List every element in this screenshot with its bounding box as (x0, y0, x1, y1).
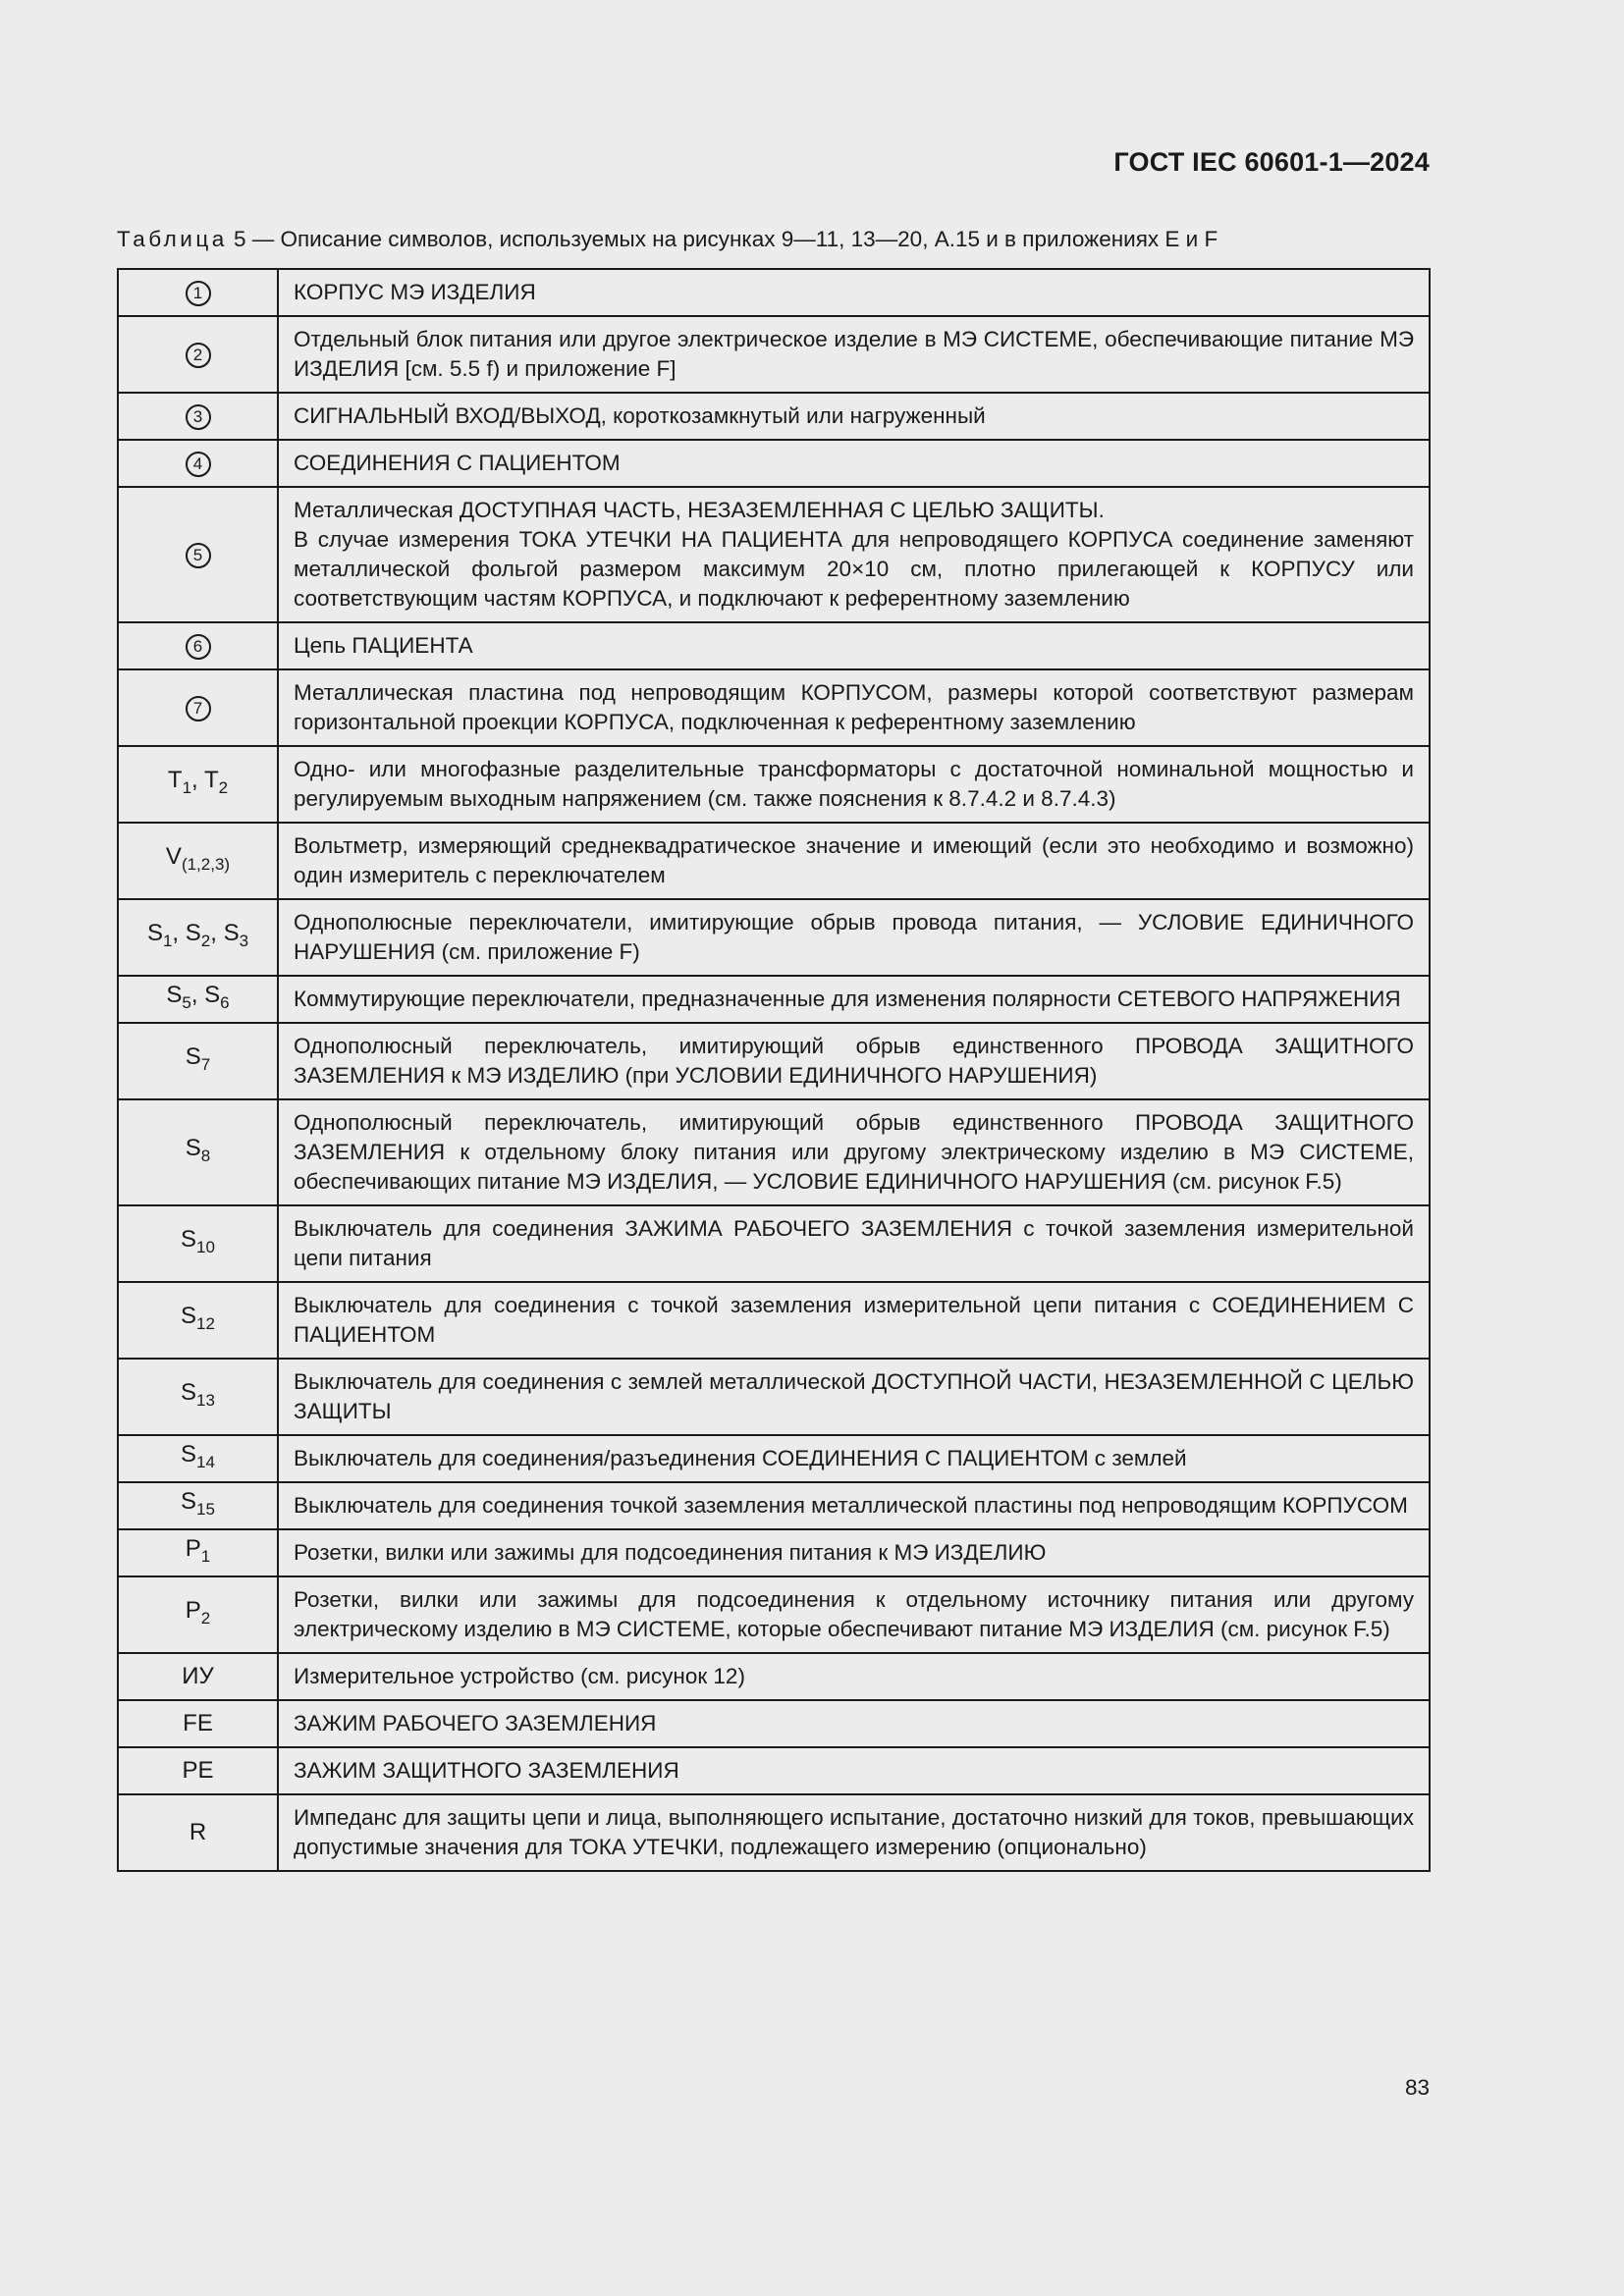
symbol-cell (118, 899, 278, 976)
description-cell (278, 393, 1430, 440)
table-row (118, 746, 1430, 823)
table-row (118, 976, 1430, 1023)
symbol-cell (118, 669, 278, 746)
symbol-subscript: 2 (218, 778, 229, 797)
description-text: КОРПУС МЭ ИЗДЕЛИЯ (294, 280, 536, 304)
description-text: Цепь ПАЦИЕНТА (294, 633, 473, 658)
symbol-cell (118, 1700, 278, 1747)
circled-number-icon: 2 (186, 343, 211, 368)
table-row (118, 1794, 1430, 1871)
symbol-subscript: 1 (182, 778, 192, 797)
description-text: Выключатель для соединения точкой заземления металлической пластины под непроводящим КОРПУСОМ (294, 1493, 1408, 1518)
symbol-label (181, 1379, 215, 1410)
table-row (118, 1099, 1430, 1205)
table-row (118, 622, 1430, 669)
description-cell (278, 1700, 1430, 1747)
symbol-cell (118, 440, 278, 487)
symbol-label (185, 1597, 211, 1628)
table-caption-text: 5 — Описание символов, используемых на рисунках 9—11, 13—20, А.15 и в приложениях Е и F (227, 227, 1218, 251)
symbol-label (181, 1303, 215, 1333)
description-cell (278, 1282, 1430, 1359)
description-cell (278, 899, 1430, 976)
description-text: Импеданс для защиты цепи и лица, выполняющего испытание, достаточно низкий для токов, превышающих допустимые значения для ТОКА УТЕЧКИ, подлежащего измерению (опционально) (294, 1805, 1414, 1859)
circled-number-icon: 7 (186, 696, 211, 721)
symbol-cell (118, 823, 278, 899)
table-row (118, 1282, 1430, 1359)
symbol-cell (118, 1099, 278, 1205)
symbol-subscript: 2 (200, 932, 211, 950)
description-cell (278, 316, 1430, 393)
description-text: СОЕДИНЕНИЯ С ПАЦИЕНТОМ (294, 451, 621, 475)
symbol-subscript: 5 (182, 993, 191, 1012)
table-caption (117, 227, 1433, 252)
table-row (118, 1023, 1430, 1099)
table-row (118, 1205, 1430, 1282)
symbol-cell (118, 487, 278, 622)
description-cell (278, 669, 1430, 746)
description-cell (278, 440, 1430, 487)
symbol-subscript: 8 (200, 1147, 211, 1165)
symbol-cell (118, 1282, 278, 1359)
description-text: ЗАЖИМ ЗАЩИТНОГО ЗАЗЕМЛЕНИЯ (294, 1758, 679, 1783)
table-row (118, 1529, 1430, 1576)
table-row (118, 316, 1430, 393)
symbol-subscript: 13 (196, 1391, 215, 1410)
description-cell (278, 1529, 1430, 1576)
description-cell (278, 1099, 1430, 1205)
symbol-cell (118, 316, 278, 393)
table-row (118, 1576, 1430, 1653)
symbol-base: P (185, 1597, 201, 1624)
symbol-cell (118, 1435, 278, 1482)
symbol-subscript: 7 (200, 1055, 211, 1074)
symbol-label (166, 982, 230, 1012)
symbol-subscript: 1 (200, 1547, 211, 1566)
description-cell (278, 487, 1430, 622)
symbol-cell (118, 622, 278, 669)
table-row (118, 1435, 1430, 1482)
symbol-base: S (166, 982, 183, 1008)
symbol-base: S (185, 1043, 201, 1070)
symbol-subscript: 10 (196, 1238, 215, 1256)
table-row (118, 899, 1430, 976)
description-text: Измерительное устройство (см. рисунок 12) (294, 1664, 745, 1688)
symbol-cell (118, 1359, 278, 1435)
circled-number-icon: 5 (186, 543, 211, 568)
symbol-cell (118, 1023, 278, 1099)
symbol-label (165, 843, 231, 874)
symbol-base: S (181, 1379, 197, 1406)
symbol-subscript: 3 (239, 932, 249, 950)
description-text: Металлическая ДОСТУПНАЯ ЧАСТЬ, НЕЗАЗЕМЛЕННАЯ С ЦЕЛЬЮ ЗАЩИТЫ. (294, 498, 1105, 522)
description-cell (278, 1023, 1430, 1099)
description-cell (278, 622, 1430, 669)
description-text: Розетки, вилки или зажимы для подсоединения питания к МЭ ИЗДЕЛИЮ (294, 1540, 1047, 1565)
symbol-cell (118, 1205, 278, 1282)
symbol-cell (118, 1747, 278, 1794)
table-row (118, 487, 1430, 622)
symbol-base: , S (172, 920, 201, 946)
symbol-subscript: (1,2,3) (181, 855, 231, 874)
description-text: Выключатель для соединения/разъединения СОЕДИНЕНИЯ С ПАЦИЕНТОМ с землей (294, 1446, 1187, 1470)
circled-number-icon: 3 (186, 404, 211, 430)
table-row (118, 1359, 1430, 1435)
symbol-base: S (181, 1441, 197, 1468)
document-header: ГОСТ IEC 60601-1—2024 (1113, 147, 1430, 177)
table-row (118, 1653, 1430, 1700)
symbol-base: , S (210, 920, 240, 946)
description-cell (278, 976, 1430, 1023)
symbol-label: ИУ (182, 1663, 214, 1689)
description-text: Однополюсный переключатель, имитирующий обрыв единственного ПРОВОДА ЗАЩИТНОГО ЗАЗЕМЛЕНИЯ к МЭ ИЗДЕЛИЮ (при УСЛОВИИ ЕДИНИЧНОГО НАРУШЕНИЯ) (294, 1034, 1414, 1088)
symbol-base: P (185, 1535, 201, 1562)
description-text: Вольтметр, измеряющий среднеквадратическое значение и имеющий (если это необходимо и возможно) один измеритель с переключателем (294, 833, 1414, 887)
description-cell (278, 269, 1430, 316)
symbol-cell (118, 1482, 278, 1529)
symbol-label (181, 1226, 215, 1256)
symbol-base: S (146, 920, 163, 946)
description-cell (278, 823, 1430, 899)
description-text: Выключатель для соединения с землей металлической ДОСТУПНОЙ ЧАСТИ, НЕЗАЗЕМЛЕННОЙ С ЦЕЛЬЮ ЗАЩИТЫ (294, 1369, 1414, 1423)
symbol-label (185, 1043, 211, 1074)
circled-number-icon: 6 (186, 634, 211, 660)
symbol-label (185, 1135, 211, 1165)
symbol-subscript: 15 (196, 1500, 215, 1519)
description-cell (278, 1435, 1430, 1482)
symbol-cell (118, 1529, 278, 1576)
symbol-base: V (165, 843, 182, 870)
page-number: 83 (1404, 2075, 1430, 2100)
symbol-subscript: 2 (200, 1609, 211, 1628)
symbol-label (146, 920, 249, 950)
table-row (118, 823, 1430, 899)
description-text: ЗАЖИМ РАБОЧЕГО ЗАЗЕМЛЕНИЯ (294, 1711, 657, 1735)
table-row (118, 1747, 1430, 1794)
table-row (118, 393, 1430, 440)
description-text: В случае измерения ТОКА УТЕЧКИ НА ПАЦИЕНТА для непроводящего КОРПУСА соединение заменяют металлической фольгой размером максимум 20×10 см, плотно прилегающей к КОРПУСУ или соответствующим частям КОРПУСА, и подключают к референтному заземлению (294, 527, 1414, 611)
description-text: Однополюсные переключатели, имитирующие обрыв провода питания, — УСЛОВИЕ ЕДИНИЧНОГО НАРУШЕНИЯ (см. приложение F) (294, 910, 1414, 964)
symbol-cell (118, 1794, 278, 1871)
symbol-cell (118, 1653, 278, 1700)
description-cell (278, 1205, 1430, 1282)
description-cell (278, 1359, 1430, 1435)
symbol-cell (118, 976, 278, 1023)
description-text: Выключатель для соединения с точкой заземления измерительной цепи питания с СОЕДИНЕНИЕМ С ПАЦИЕНТОМ (294, 1293, 1414, 1347)
table-row (118, 440, 1430, 487)
symbol-cell (118, 746, 278, 823)
symbol-label (185, 1535, 211, 1566)
description-text: Коммутирующие переключатели, предназначенные для изменения полярности СЕТЕВОГО НАПРЯЖЕНИЯ (294, 987, 1401, 1011)
symbol-subscript: 6 (220, 993, 230, 1012)
symbol-label: R (189, 1819, 207, 1845)
description-text: Выключатель для соединения ЗАЖИМА РАБОЧЕГО ЗАЗЕМЛЕНИЯ с точкой заземления измерительной цепи питания (294, 1216, 1414, 1270)
description-text: Розетки, вилки или зажимы для подсоединения к отдельному источнику питания или другому электрическому изделию в МЭ СИСТЕМЕ, которые обеспечивают питание МЭ ИЗДЕЛИЯ (см. рисунок F.5) (294, 1587, 1414, 1641)
symbol-label (181, 1441, 215, 1471)
symbol-label: PE (182, 1757, 214, 1784)
symbol-subscript: 1 (162, 932, 173, 950)
symbol-cell (118, 1576, 278, 1653)
table-caption-lead: Таблица (117, 227, 228, 251)
description-cell (278, 1482, 1430, 1529)
table-row (118, 1700, 1430, 1747)
description-text: Металлическая пластина под непроводящим КОРПУСОМ, размеры которой соответствуют размерам горизонтальной проекции КОРПУСА, подключенная к референтному заземлению (294, 680, 1414, 734)
description-text: Одно- или многофазные разделительные трансформаторы с достаточной номинальной мощностью и регулируемым выходным напряжением (см. также пояснения к 8.7.4.2 и 8.7.4.3) (294, 757, 1414, 811)
symbol-base: T (167, 767, 183, 793)
symbol-base: , S (190, 982, 221, 1008)
table-row (118, 1482, 1430, 1529)
symbol-label: FE (183, 1710, 213, 1736)
symbol-label (181, 1488, 215, 1519)
symbol-base: S (181, 1303, 197, 1329)
symbol-cell (118, 269, 278, 316)
symbol-label (167, 767, 229, 797)
description-cell (278, 1576, 1430, 1653)
table-row (118, 269, 1430, 316)
symbol-subscript: 14 (196, 1453, 215, 1471)
symbol-base: S (181, 1226, 197, 1253)
description-text: Отдельный блок питания или другое электрическое изделие в МЭ СИСТЕМЕ, обеспечивающие питание МЭ ИЗДЕЛИЯ [см. 5.5 f) и приложение F] (294, 327, 1414, 381)
symbols-table (117, 268, 1431, 1872)
symbol-base: S (185, 1135, 201, 1161)
description-cell (278, 1747, 1430, 1794)
circled-number-icon: 4 (186, 452, 211, 477)
table-row (118, 669, 1430, 746)
symbol-cell (118, 393, 278, 440)
circled-number-icon: 1 (186, 281, 211, 306)
description-cell (278, 1794, 1430, 1871)
description-text: Однополюсный переключатель, имитирующий обрыв единственного ПРОВОДА ЗАЩИТНОГО ЗАЗЕМЛЕНИЯ к отдельному блоку питания или другому электрическому изделию в МЭ СИСТЕМЕ, обеспечивающих питание МЭ ИЗДЕЛИЯ, — УСЛОВИЕ ЕДИНИЧНОГО НАРУШЕНИЯ (см. рисунок F.5) (294, 1110, 1414, 1194)
symbol-base: , T (191, 767, 219, 793)
symbol-base: S (181, 1488, 197, 1515)
description-cell (278, 1653, 1430, 1700)
symbol-subscript: 12 (196, 1314, 215, 1333)
description-cell (278, 746, 1430, 823)
description-text: СИГНАЛЬНЫЙ ВХОД/ВЫХОД, короткозамкнутый или нагруженный (294, 403, 986, 428)
